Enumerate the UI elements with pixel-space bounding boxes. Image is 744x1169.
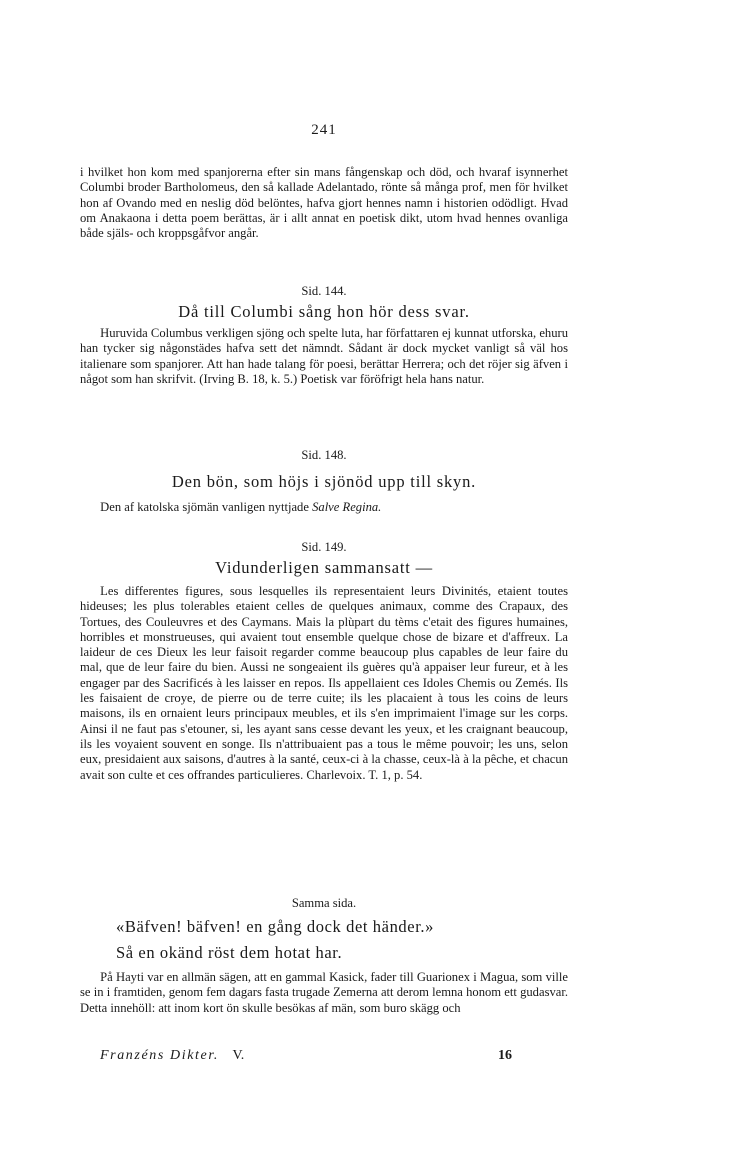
verse-line-1: «Bäfven! bäfven! en gång dock det händer.»	[116, 917, 434, 936]
section-text-samma: På Hayti var en allmän sägen, att en gammal Kasick, fader till Guarionex i Magua, som ville se in i framtiden, genom fem dagars fasta trugade Zemerna att derom lemna honom ett gudasvar. Detta innehöll: att inom kort ön skulle besökas af män, som buro skägg och	[80, 970, 568, 1015]
page-footer	[100, 1048, 512, 1064]
page-number: 241	[311, 122, 337, 138]
verse-line-2: Så en okänd röst dem hotat har.	[116, 943, 343, 962]
section-ref-149: Sid. 149.	[301, 540, 347, 554]
section-text-148	[80, 500, 568, 515]
intro-paragraph: i hvilket hon kom med spanjorerna efter sin mans fångenskap och död, och hvaraf isynnerhet Columbi broder Bartholomeus, den så kallade Adelantado, rönte så många prof, men för hvilket hon af Ovando med en neslig död belöntes, hafva gjort hennes namn i historien odödligt. Hvad om Anakaona i detta poem berättas, är i allt annat en poetisk dikt, utom hvad hennes ovanliga både själs- och kroppsgåfvor angår.	[80, 165, 568, 241]
section-text-149: Les differentes figures, sous lesquelles ils representaient leurs Divinités, etaient toutes hideuses; les plus tolerables etaient celles de quelques animaux, comme des Crapaux, des Tortues, des Couleuvres et des Caymans. Mais la plùpart du tèms c'etait des figures humaines, horribles et monstrueuses, qui avaient tout ensemble quelque chose de bizare et d'affreux. La laideur de ces Dieux les leur faisoit regarder comme beaucoup plus capables de leur faire du mal, que de leur faire du bien. Aussi ne songeaient ils guères qu'à appaiser leur fureur, et à les engager par des Sacrificés à les laisser en repos. Ils appellaient ces Idoles Chemis ou Zemés. Ils les faisaient de croye, de pierre ou de terre cuite; ils les placaient à tous les coins de leurs maisons, ils en ornaient leurs principaux meubles, et ils s'en imprimaient l'image sur les corps. Ainsi il ne faut pas s'etouner, si, les ayant sans cesse devant les yeux, et les craignant beaucoup, ils les voyaient souvent en songe. Ils n'attribuaient pas a tous le même pouvoir; les uns, selon eux, presidaient aux saisons, d'autres à la santé, ceux-ci à la chasse, ceux-là à la pêche, et chacun avait son culte et ces offrandes particulieres. Charlevoix. T. 1, p. 54.	[80, 584, 568, 782]
section-ref-144: Sid. 144.	[301, 284, 347, 298]
salve-regina-italic: Salve Regina.	[312, 500, 382, 514]
section-heading-144: Då till Columbi sång hon hör dess svar.	[178, 302, 470, 321]
section-text-148-main: Den af katolska sjömän vanligen nyttjade	[100, 500, 313, 514]
footer-signature: 16	[498, 1048, 512, 1063]
footer-title: Franzéns Dikter.	[100, 1048, 219, 1063]
section-text-144: Huruvida Columbus verkligen sjöng och spelte luta, har författaren ej kunnat utforska, ehuru han tycker sig någonstädes hafva sett det nämndt. Sådant är dock mycket vanligt så väl hos italienare som spanjorer. Att han hade talang för poesi, berättar Herrera; och det röjer sig äfven i något som han skrifvit. (Irving B. 18, k. 5.) Poetisk var föröfrigt hela hans natur.	[80, 326, 568, 386]
section-heading-148: Den bön, som höjs i sjönöd upp till skyn.	[171, 472, 477, 491]
section-ref-148: Sid. 148.	[301, 448, 347, 462]
section-ref-samma: Samma sida.	[291, 896, 357, 910]
section-heading-149: Vidunderligen sammansatt —	[215, 558, 433, 577]
footer-volume: V.	[232, 1048, 245, 1063]
